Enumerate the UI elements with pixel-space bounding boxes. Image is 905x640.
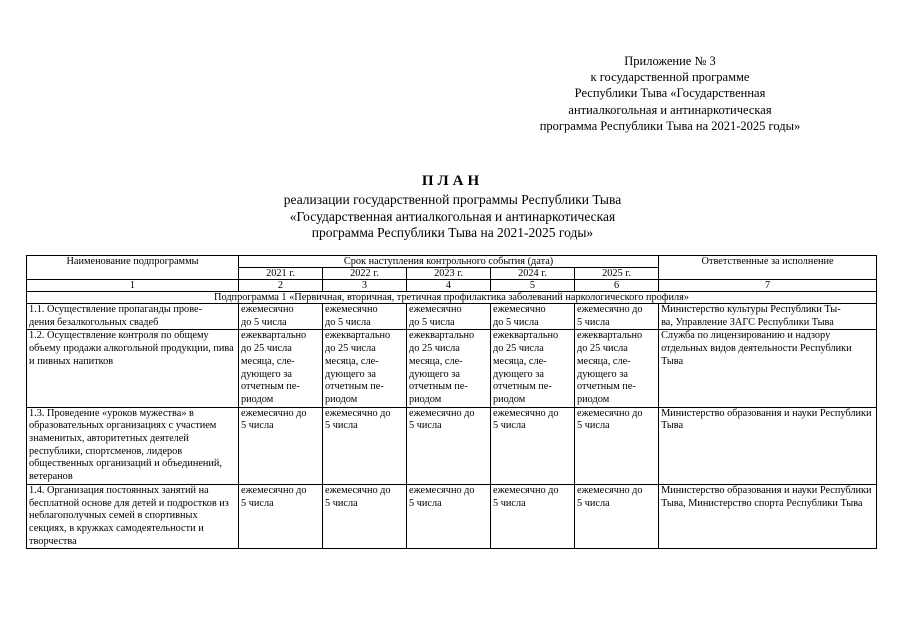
row-deadline: ежемесячно до 5 числа — [491, 484, 575, 549]
row-deadline: ежемесячно до 5 числа — [407, 407, 491, 484]
row-deadline: ежемесячно до 5 числа — [323, 407, 407, 484]
plan-subtitle — [200, 192, 705, 242]
row-name: 1.4. Организация постоянных занятий на бесплатной основе для детей и подростков из неблагополучных семей в спортивных секциях, в кружках самодеятельности и творчества — [27, 484, 239, 549]
table-row — [27, 484, 877, 549]
header-year: 2025 г. — [575, 268, 659, 280]
subtitle-line: программа Республики Тыва на 2021-2025 годы» — [311, 225, 594, 240]
plan-title: ПЛАН — [421, 173, 484, 189]
row-deadline: ежеквартально до 25 числа месяца, сле- дующего за отчетным пе- риодом — [239, 330, 323, 407]
table-row — [27, 407, 877, 484]
header-year: 2021 г. — [239, 268, 323, 280]
table-row — [27, 304, 877, 330]
row-responsible: Министерство образования и науки Республики Тыва, Министерство спорта Республики Тыва — [659, 484, 877, 549]
appendix-line: Республики Тыва «Государственная — [574, 86, 766, 101]
row-deadline: ежеквартально до 25 числа месяца, сле- дующего за отчетным пе- риодом — [323, 330, 407, 407]
section-title: Подпрограмма 1 «Первичная, вторичная, третичная профилактика заболеваний наркологического профиля» — [27, 292, 877, 304]
header-name: Наименование подпрограммы — [27, 256, 239, 280]
row-responsible: Министерство культуры Республики Ты- ва, Управление ЗАГС Республики Тыва — [659, 304, 877, 330]
row-name: 1.2. Осуществление контроля по общему объему продажи алкогольной продукции, пива и пивных напитков — [27, 330, 239, 407]
row-deadline: ежемесячно до 5 числа — [491, 407, 575, 484]
row-deadline: ежемесячно до 5 числа — [239, 304, 323, 330]
row-deadline: ежемесячно до 5 числа — [323, 304, 407, 330]
header-year: 2022 г. — [323, 268, 407, 280]
appendix-line: к государственной программе — [590, 70, 750, 85]
header-year: 2023 г. — [407, 268, 491, 280]
column-number: 1 — [27, 280, 239, 292]
column-number: 3 — [323, 280, 407, 292]
row-deadline: ежемесячно до 5 числа — [323, 484, 407, 549]
column-number: 4 — [407, 280, 491, 292]
header-deadline: Срок наступления контрольного события (дата) — [239, 256, 659, 268]
column-number: 5 — [491, 280, 575, 292]
plan-table — [26, 255, 877, 549]
header-year: 2024 г. — [491, 268, 575, 280]
row-deadline: ежеквартально до 25 числа месяца, сле- дующего за отчетным пе- риодом — [407, 330, 491, 407]
row-responsible: Министерство образования и науки Республики Тыва — [659, 407, 877, 484]
appendix-line: программа Республики Тыва на 2021-2025 годы» — [539, 118, 801, 133]
column-number: 2 — [239, 280, 323, 292]
header-responsible: Ответственные за исполнение — [659, 256, 877, 280]
subtitle-line: «Государственная антиалкогольная и антинаркотическая — [289, 208, 616, 224]
column-number: 6 — [575, 280, 659, 292]
row-responsible: Служба по лицензированию и надзору отдельных видов деятельности Республики Тыва — [659, 330, 877, 407]
row-deadline: ежемесячно до 5 числа — [575, 484, 659, 549]
row-deadline: ежемесячно до 5 числа — [575, 407, 659, 484]
table-row — [27, 330, 877, 407]
row-deadline: ежемесячно до 5 числа — [491, 304, 575, 330]
section-row — [27, 292, 877, 304]
row-deadline: ежемесячно до 5 числа — [239, 484, 323, 549]
row-deadline: ежемесячно до 5 числа — [407, 484, 491, 549]
row-deadline: ежеквартально до 25 числа месяца, сле- дующего за отчетным пе- риодом — [491, 330, 575, 407]
column-numbers-row — [27, 280, 877, 292]
column-number: 7 — [659, 280, 877, 292]
row-name: 1.3. Проведение «уроков мужества» в образовательных организациях с участием знаменитых, авторитетных деятелей республики, спортсменов, лидеров общественных организаций и объединений, ветеранов — [27, 407, 239, 484]
row-name: 1.1. Осуществление пропаганды прове- дения безалкогольных свадеб — [27, 304, 239, 330]
appendix-line: антиалкогольная и антинаркотическая — [568, 102, 772, 117]
row-deadline: ежемесячно до 5 числа — [239, 407, 323, 484]
row-deadline: ежемесячно до 5 числа — [575, 304, 659, 330]
appendix-block — [470, 53, 870, 134]
row-deadline: ежеквартально до 25 числа месяца, сле- дующего за отчетным пе- риодом — [575, 330, 659, 407]
row-deadline: ежемесячно до 5 числа — [407, 304, 491, 330]
appendix-line: Приложение № 3 — [624, 54, 716, 68]
subtitle-line: реализации государственной программы Республики Тыва — [283, 192, 622, 207]
header-row — [27, 256, 877, 268]
